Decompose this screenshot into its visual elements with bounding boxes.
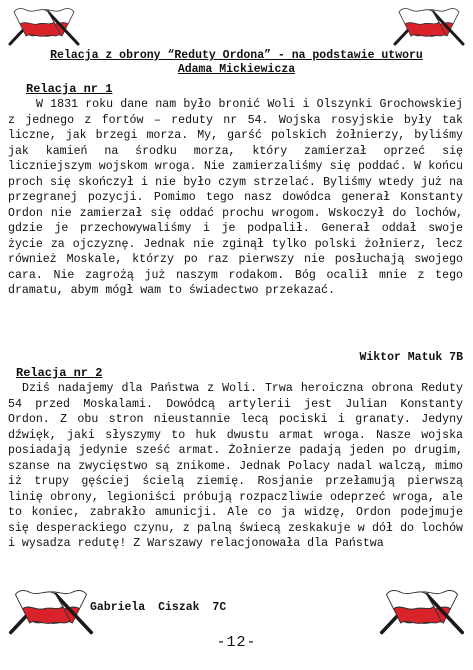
section-1-body [8,97,463,299]
title-line-2: Adama Mickiewicza [177,63,296,76]
section-1-paragraph: W 1831 roku dane nam było bronić Woli i Olszynki Grochowskiej z jednego z fortów – reduty nr 54. Wojska rosyjskie były tak liczne, jak brzegi morza. My, garść polskich żołnierzy, byliśmy jak kamień na środku morza, który zamierzał oprzeć się liczniejszym wojskom wroga. Nie zamierzaliśmy się poddać. W końcu proch się skończył i nie było czym strzelać. Byliśmy wtedy już na przegranej pozycji. Pomimo tego nasz dowódca generał Konstanty Ordon nie zamierzał się oddać prochu wrogom. Wskoczył do lochów, gdzie je przechowywaliśmy i je podpalił. Generał oddał swoje życie za ojczyznę. Jednak nie zginął tylko polski żołnierz, lecz również Moskale, którzy po raz pierwszy nie posłuchają swojego cara. Nie zagrożą już naszym rodakom. Bóg ocalił mnie z tego dramatu, abym mógł wam to świadectwo przekazać. [8,98,463,297]
page-title [0,49,473,77]
polish-flag-icon [377,585,467,635]
polish-flag-icon [6,585,96,635]
section-1-heading: Relacja nr 1 [26,82,113,96]
polish-flag-icon [6,4,82,46]
section-1-author: Wiktor Matuk 7B [359,351,463,364]
section-2-body [8,381,463,552]
polish-flag-icon [391,4,467,46]
section-2-heading: Relacja nr 2 [16,366,103,380]
section-2-author: Gabriela Ciszak 7C [90,601,227,614]
title-line-1: Relacja z obrony “Reduty Ordona” - na podstawie utworu [50,49,423,62]
page-number: -12- [216,634,257,651]
section-2-paragraph: Dziś nadajemy dla Państwa z Woli. Trwa heroiczna obrona Reduty 54 przed Moskalami. Dowódcą artylerii jest Julian Konstanty Ordon. Z obu stron nieustannie lecą pociski i granaty. Jedyny dźwięk, jaki słyszymy to huk dwustu armat wroga. Nasze wojska posiadają jedynie sześć armat. Żołnierze padają jeden po drugim, szanse na zwycięstwo są znikome. Jednak Polacy nadal walczą, mimo iż trupy gęściej ścielą ziemię. Rosjanie przełamują pierwszą linię obrony, legioniści próbują rozpaczliwie odeprzeć wroga, ale to koniec, zabrakło amunicji. Ale co ja widzę, Ordon podejmuje się desperackiego czynu, z palną świecą zeskakuje w dół do lochów i wysadza redutę! Z Warszawy relacjonowała dla Państwa [8,382,463,550]
